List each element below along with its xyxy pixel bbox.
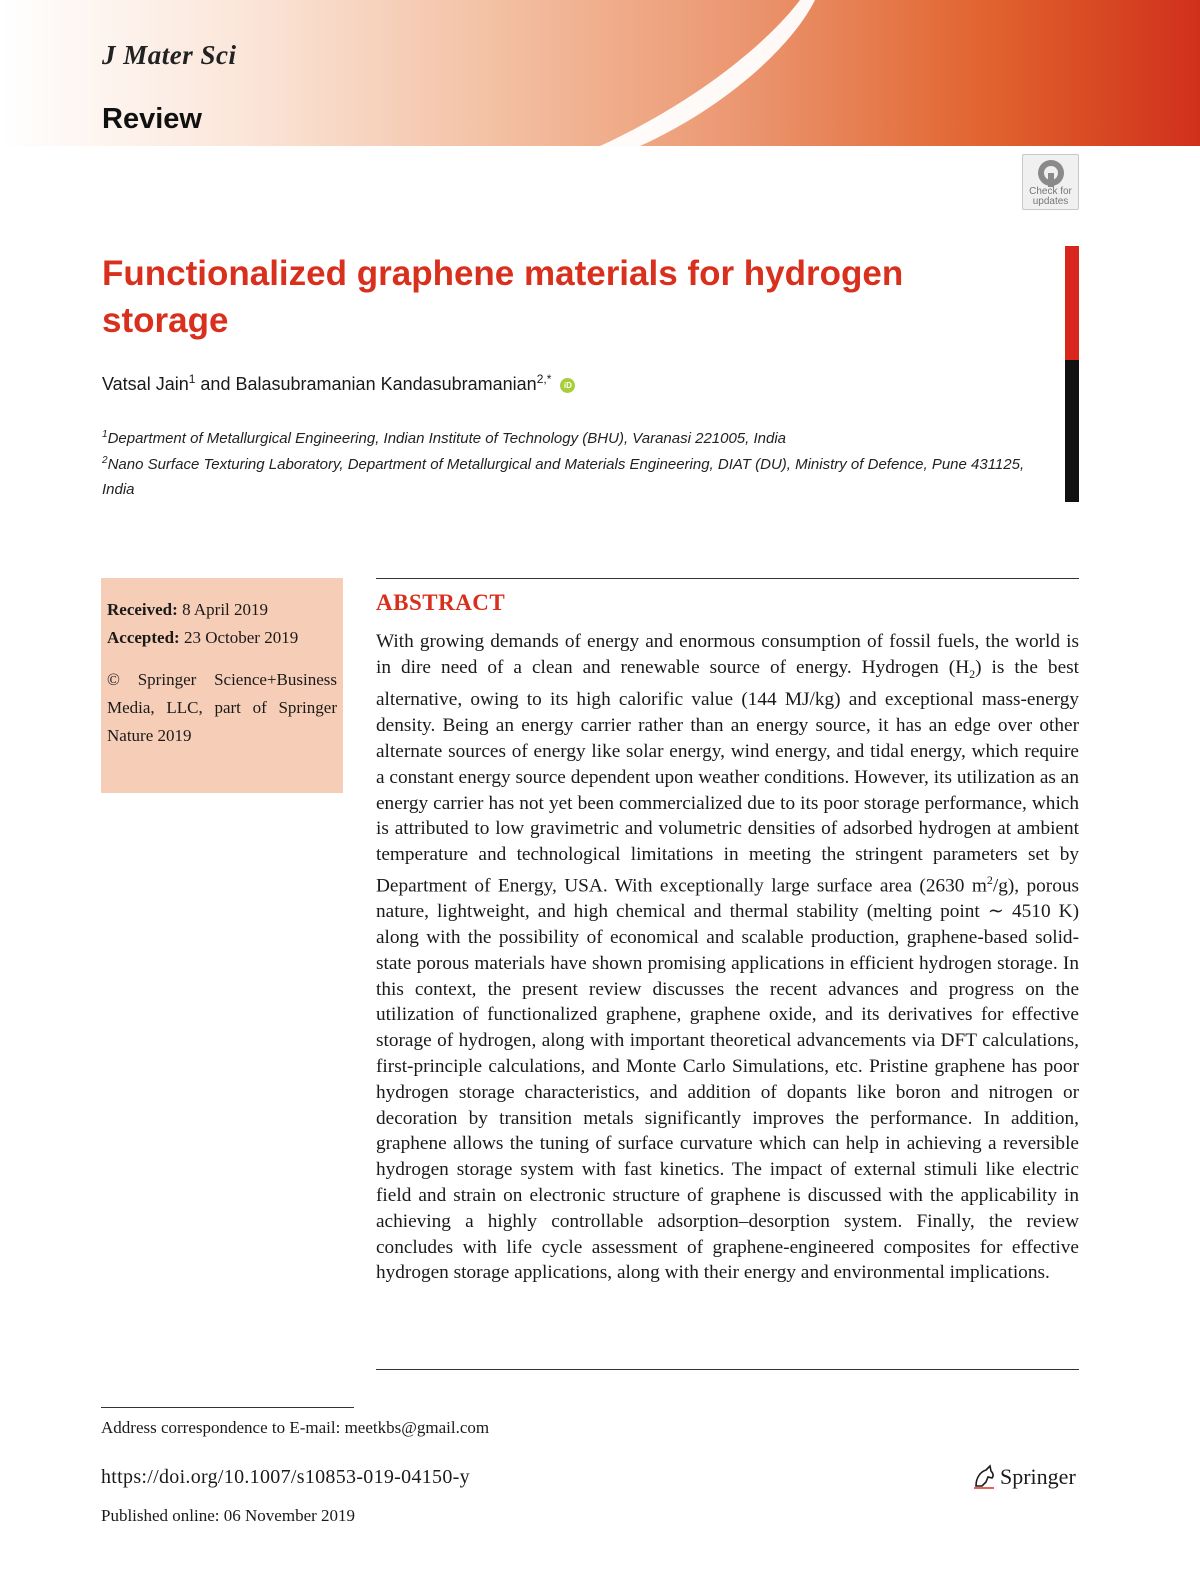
received-label: Received: <box>107 600 178 619</box>
accepted-date <box>107 624 337 652</box>
author-name[interactable]: Balasubramanian Kandasubramanian <box>235 374 537 394</box>
abstract-body <box>376 629 1079 1286</box>
abstract-divider-top <box>376 578 1079 579</box>
author-affiliation-marker: 2,* <box>536 372 552 386</box>
affiliation <box>102 448 1042 502</box>
affiliation-marker: 2 <box>102 455 108 466</box>
abstract-text-part: With growing demands of energy and enormous consumption of fossil fuels, the world is in dire need of a clean and renewable source of energy. Hydrogen (H <box>376 631 1079 678</box>
crossmark-icon <box>1037 159 1065 187</box>
correspondence-note: Address correspondence to E-mail: meetkbs@gmail.com <box>101 1418 490 1437</box>
author-list <box>102 372 575 395</box>
check-for-updates-button[interactable] <box>1022 154 1079 210</box>
abstract-divider-bottom <box>376 1369 1079 1370</box>
received-date <box>107 596 337 624</box>
affiliation-text: Department of Metallurgical Engineering, Indian Institute of Technology (BHU), Varanasi 221005, India <box>107 430 787 447</box>
sidebar-accent-black <box>1065 360 1079 502</box>
orcid-icon[interactable]: iD <box>560 378 575 393</box>
accepted-label: Accepted: <box>107 628 180 647</box>
publisher-name: Springer <box>1000 1464 1076 1489</box>
affiliation <box>102 422 1042 451</box>
copyright-notice: © Springer Science+Business Media, LLC, part of Springer Nature 2019 <box>107 670 337 745</box>
springer-horse-icon <box>972 1464 996 1490</box>
published-date: Published online: 06 November 2019 <box>101 1506 356 1525</box>
abstract-text-part: /g), porous nature, lightweight, and high chemical and thermal stability (melting point ∼ 4510 K) along with the possibility of economical and scalable production, graphene-based solid-state porous materials have shown promising applications in efficient hydrogen storage. In this context, the present review discusses the recent advances and progress on the utilization of functionalized graphene, graphene oxide, and its derivatives for effective storage of hydrogen, along with important theoretical advancements via DFT calculations, first-principle calculations, and Monte Carlo Simulations, etc. Pristine graphene has poor hydrogen storage characteristics, and addition of dopants like boron and nitrogen or decoration by transition metals significantly improves the performance. In addition, graphene allows the tuning of surface curvature which can help in achieving a reversible hydrogen storage system with fast kinetics. The impact of external stimuli like electric field and strain on electronic structure of graphene is discussed with the applicability in achieving a highly controllable adsorption–desorption system. Finally, the review concludes with life cycle assessment of graphene-engineered composites for effective hydrogen storage applications, along with their energy and environmental implications. <box>376 875 1079 1284</box>
doi-link[interactable]: https://doi.org/10.1007/s10853-019-04150-y <box>101 1466 470 1488</box>
footnote-divider <box>101 1407 354 1408</box>
affiliation-marker: 1 <box>102 429 108 440</box>
article-type: Review <box>102 103 202 135</box>
abstract-subscript: 2 <box>969 666 976 681</box>
article-title: Functionalized graphene materials for hydrogen storage <box>102 254 904 340</box>
article-history-box <box>101 578 343 793</box>
sidebar-accent-red <box>1065 246 1079 360</box>
received-value: 8 April 2019 <box>182 600 269 619</box>
springer-logo <box>972 1462 1080 1492</box>
author-affiliation-marker: 1 <box>188 372 196 386</box>
abstract-heading: ABSTRACT <box>376 590 506 615</box>
author-joiner: and <box>200 374 231 394</box>
crossmark-label-1: Check for <box>1029 186 1072 197</box>
abstract-superscript: 2 <box>986 873 993 888</box>
crossmark-label-2: updates <box>1032 196 1069 207</box>
author-name[interactable]: Vatsal Jain <box>102 374 189 394</box>
abstract-text-part: ) is the best alternative, owing to its high calorific value (144 MJ/kg) and exceptional mass-energy density. Being an energy carrier rather than an energy source, it has an edge over other alternate sources of energy like solar energy, wind energy, and tidal energy, which require a constant energy source dependent upon weather conditions. However, its utilization as an energy carrier has not yet been commercialized due to its poor storage performance, which is attributed to low gravimetric and volumetric densities of adsorbed hydrogen at ambient temperature and technological limitations in meeting the stringent parameters set by Department of Energy, USA. With exceptionally large surface area (2630 m <box>376 656 1079 897</box>
affiliation-text: Nano Surface Texturing Laboratory, Department of Metallurgical and Materials Engineering, DIAT (DU), Ministry of Defence, Pune 431125, India <box>102 456 1025 498</box>
accepted-value: 23 October 2019 <box>183 628 299 647</box>
journal-name: J Mater Sci <box>102 40 237 70</box>
